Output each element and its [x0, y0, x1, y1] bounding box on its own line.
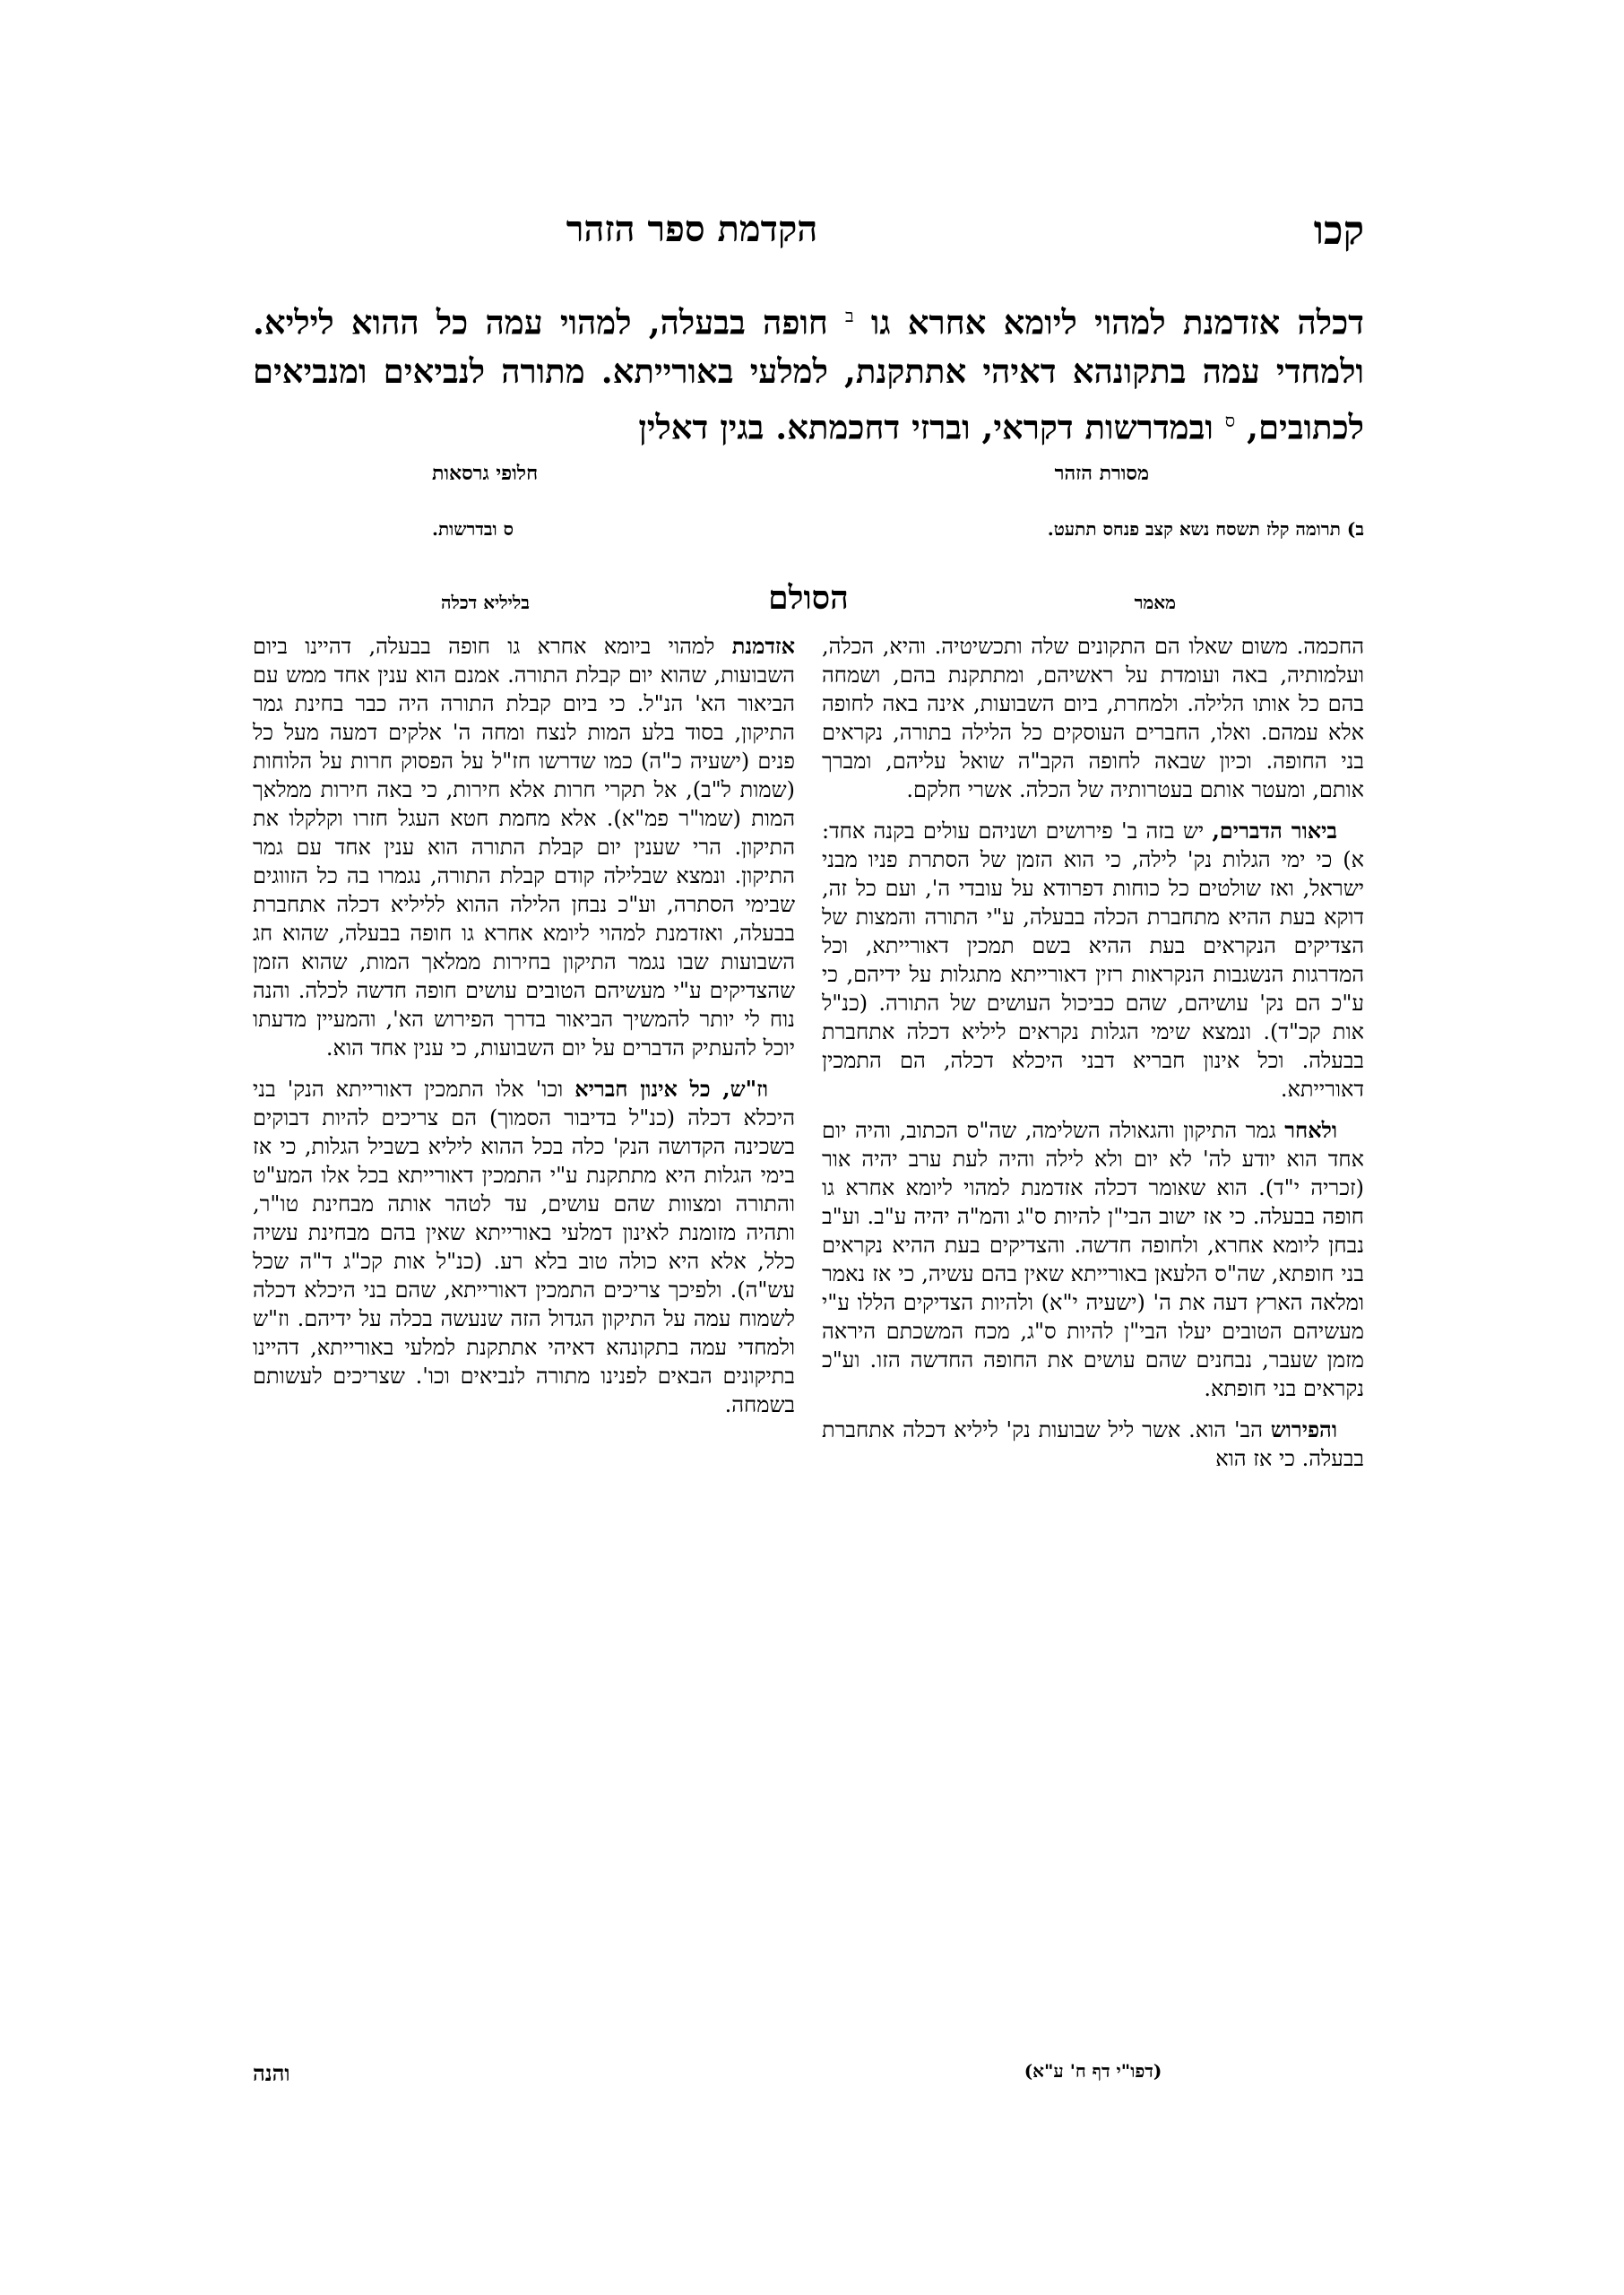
catchword: והנה: [253, 2060, 290, 2086]
paragraph: [253, 632, 795, 1062]
zohar-text: [253, 291, 1364, 453]
sulam-title: הסולם: [768, 579, 849, 617]
apparatus-headings: [253, 462, 1364, 498]
zohar-text-part3: ובמדרשות דקראי, וברזי דחכמתא. בגין דאלין: [638, 407, 1214, 447]
paragraph-text: החכמה. משום שאלו הם התקונים שלה ותכשיטיה. והיא, הכלה, ועלמותיה, באה ועומדת על ראשיהם, ומתתקנת בהם, ושמחה בהם כל אותו הלילה. ולמחרת, ביום השבועות, אינה באה לחופה אלא עמהם. ואלו, החברים העוסקים כל הלילה בתורה, נקראים בני החופה. וכיון שבאה לחופה הקב"ה שואל עליהם, ומברך אותם, ומעטר אותם בעטרותיה של הכלה. אשרי חלקם.: [822, 634, 1364, 802]
paragraph: [253, 1075, 795, 1419]
page-number: קכו: [1313, 208, 1364, 254]
masoret-heading: מסורת הזהר: [1054, 462, 1149, 485]
paragraph-text: גמר התיקון והגאולה השלימה, שה"ס הכתוב, והיה יום אחד הוא יודע לה' לא יום ולא לילה והיה לעת ערב יהיה אור (זכריה י"ד). הוא שאומר דכלה אזדמנת למהוי ליומא אחרא גו חופה בבעלה. כי אז ישוב הבי"ן להיות ס"ג והמ"ה יהיה ע"ב. וע"ב נבחן ליומא אחרא, ולחופה חדשה. והצדיקים בעת ההיא נקראים בני חופתא, שה"ס הלעאן באורייתא שאין בהם עשיה, כי אז נאמר ומלאה הארץ דעה את ה' (ישעיה י"א) ולהיות הצדיקים הללו ע"י מעשיהם הטובים יעלו הבי"ן להיות ס"ג, מכח המשכתם היראה מזמן שעבר, נבחנים שהם עושים את החופה החדשה הזו. וע"כ נקראים בני חופתא.: [822, 1118, 1364, 1401]
paragraph-text: למהוי ביומא אחרא גו חופה בבעלה, דהיינו ביום השבועות, שהוא יום קבלת התורה. אמנם הוא ענין אחד ממש עם הביאור הא' הנ"ל. כי ביום קבלת התורה היה כבר בחינת גמר התיקון, בסוד בלע המות לנצח ומחה ה' אלקים דמעה מעל כל פנים (ישעיה כ"ה) כמו שדרשו חז"ל על הפסוק חרות על הלוחות (שמות ל"ב), אל תקרי חרות אלא חירות, כי באה חירות ממלאך המות (שמו"ר פמ"א). אלא מחמת חטא העגל חזרו וקלקלו את התיקון. הרי שענין יום קבלת התורה הוא ענין אחד עם גמר התיקון. ונמצא שבלילה קודם קבלת התורה, נגמרו בה כל הזווגים שבימי הסתרה, וע"כ נבחן הלילה ההוא לליליא דכלה אתחברת בבעלה, ואזדמנת למהוי ליומא אחרא גו חופה בבעלה, שהוא חג השבועות שבו נגמר התיקון בחירות ממלאך המות, שהוא הזמן שהצדיקים ע"י מעשיהם הטובים עושים חופה חדשה לכלה. והנה נוח לי יותר להמשיך הביאור בדרך הפירוש הא', והמעיין מדעתו יוכל להעתיק הדברים על יום השבועות, כי ענין אחד הוא.: [253, 634, 795, 1061]
sulam-heading: [253, 579, 1364, 624]
right-column: [822, 632, 1364, 2093]
paragraph: [822, 1116, 1364, 1403]
paragraph: [822, 1416, 1364, 1473]
paragraph-lead: אזדמנת: [731, 633, 795, 659]
paragraph-lead: ולאחר: [1284, 1117, 1337, 1143]
note-mark-samekh: ס: [1224, 410, 1236, 432]
left-column: [253, 632, 795, 2093]
hilufei-heading: חלופי גרסאות: [432, 462, 539, 485]
bottom-note: (דפו"י דף ח' ע"א): [1024, 2060, 1162, 2082]
zohar-text-part2: חופה בבעלה, למהוי עמה כל ההוא ליליא. ולמחדי עמה בתקונהא דאיהי אתתקנת, למלעי באורייתא. מתורה לנביאים ומנביאים לכתובים,: [253, 302, 1364, 447]
paragraph: [822, 632, 1364, 804]
apparatus-body: [253, 518, 1364, 554]
masoret-text: ב) תרומה קלז תשסח נשא קצב פנחס תתעט.: [1047, 518, 1364, 540]
zohar-text-part1: דכלה אזדמנת למהוי ליומא אחרא גו: [870, 302, 1364, 342]
paragraph-text: הב' הוא. אשר ליל שבועות נק' ליליא דכלה אתחברת בבעלה. כי אז הוא: [822, 1417, 1364, 1471]
paragraph: [822, 817, 1364, 1104]
paragraph-text: יש בזה ב' פירושים ושניהם עולים בקנה אחד: א) כי ימי הגלות נק' לילה, כי הוא הזמן של הסתרת פניו מבני ישראל, ואז שולטים כל כוחות דפרודא על עובדי ה', ועם כל זה, דוקא בעת ההיא מתחברת הכלה בבעלה, ע"י התורה והמצות של הצדיקים הנקראים בעת ההיא בשם תמכין דאורייתא, וכל המדרגות הנשגבות הנקראות רזין דאורייתא מתגלות על ידיהם, כי ע"כ הם נק' עושיהם, שהם כביכול העושים של התורה. (כנ"ל אות קכ"ד). ונמצא שימי הגלות נקראים ליליא דכלה אתחברת בבעלה. וכל אינון חבריא דבני היכלא דכלה, הם התמכין דאורייתא.: [822, 818, 1364, 1102]
paragraph-lead: והפירוש: [1270, 1416, 1337, 1442]
hilufei-text: ס ובדרשות.: [432, 518, 514, 540]
maamar-name: בליליא דכלה: [441, 592, 530, 613]
maamar-label: מאמר: [1134, 592, 1176, 613]
paragraph-text: וכו' אלו התמכין דאורייתא הנק' בני היכלא דכלה (כנ"ל בדיבור הסמוך) הם צריכים להיות דבוקים בשכינה הקדושה הנק' כלה בכל ההוא ליליא בשביל הגלות, כי אז בימי הגלות היא מתתקנת ע"י התמכין דאורייתא בכל אלו המע"ט והתורה ומצוות שהם עושים, עד לטהר אותה מבחינת טו"ר, ותהיה מזומנת לאינון דמלעי באורייתא שאין בהם מבחינת עשיה כלל, אלא היא כולה טוב בלא רע. (כנ"ל אות קכ"ג ד"ה שכל עש"ה). ולפיכך צריכים התמכין דאורייתא, שהם בני היכלא דכלה לשמוח עמה על התיקון הגדול הזה שנעשה בכלה על ידיהם. וז"ש ולמחדי עמה בתקונהא דאיהי אתתקנת למלעי באורייתא, דהיינו בתיקונים הבאים לפנינו מתורה לנביאים וכו'. שצריכים לעשותם בשמחה.: [253, 1077, 795, 1417]
note-mark-bet: ב: [845, 305, 854, 326]
paragraph-lead: ביאור הדברים,: [1212, 818, 1337, 844]
running-head: הקדמת ספר הזהר: [566, 208, 818, 250]
paragraph-lead: וז"ש, כל אינון חבריא: [574, 1076, 768, 1102]
